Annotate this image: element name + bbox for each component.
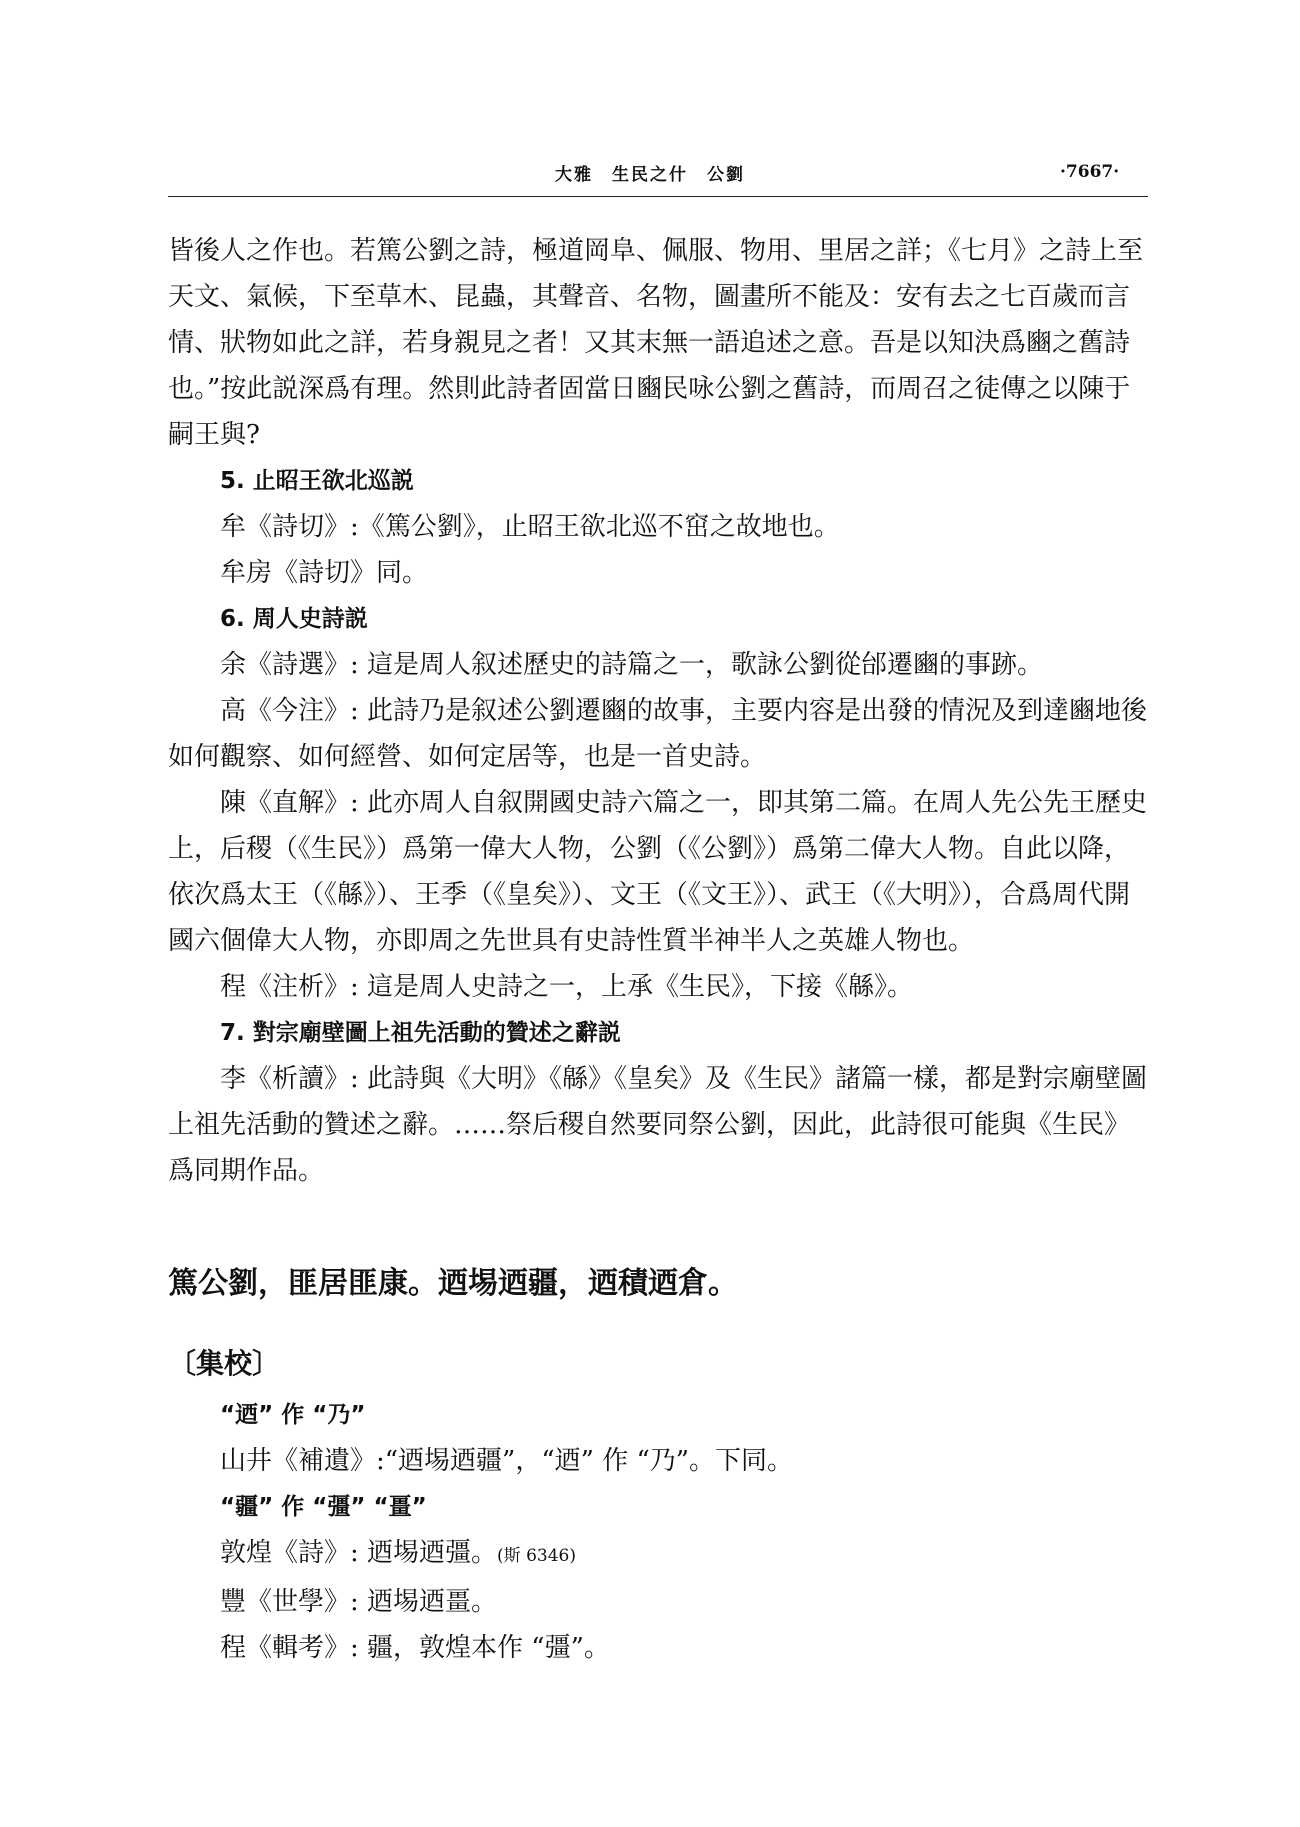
jijiao-heading: 〔集校〕 [168,1347,281,1380]
section-7-title: 7. 對宗廟壁圖上祖先活動的贊述之辭説 [220,1020,621,1046]
page-number: ·7667· [1060,162,1120,182]
variant-1-para-1: 山井《補遺》:“迺埸迺疆”，“迺” 作 “乃”。下同。 [220,1446,794,1476]
verse-line: 篤公劉，匪居匪康。迺埸迺疆，迺積迺倉。 [168,1266,738,1301]
section-6-para-1: 余《詩選》: 這是周人叙述歷史的詩篇之一，歌詠公劉從邰遷豳的事跡。 [220,650,1044,680]
variant-1-heading: “迺” 作 “乃” [220,1402,366,1428]
variant-2-heading: “疆” 作 “彊” “畺” [220,1494,427,1520]
variant-2-para-1 [168,1530,1153,1579]
section-5-title: 5. 止昭王欲北巡説 [220,468,414,494]
header-rule [168,196,1148,197]
section-5-para-2: 牟房《詩切》同。 [220,558,429,588]
variant-2-para-1-text: 敦煌《詩》: 迺埸迺彊。 [220,1538,498,1568]
page-body [168,228,1153,1671]
variant-2-para-3: 程《輯考》: 疆，敦煌本作 “彊”。 [220,1633,610,1663]
paragraph-continuation: 皆後人之作也。若篤公劉之詩，極道岡阜、佩服、物用、里居之詳；《七月》之詩上至天文、氣候，下至草木、昆蟲，其聲音、名物，圖畫所不能及：安有去之七百歲而言情、狀物如此之詳，若身親見之者！又其末無一語追述之意。吾是以知決爲豳之舊詩也。”按此説深爲有理。然則此詩者固當日豳民咏公劉之舊詩，而周召之徒傳之以陳于嗣王與? [168,236,1144,450]
section-6-para-3: 陳《直解》: 此亦周人自叙開國史詩六篇之一，即其第二篇。在周人先公先王歷史上，后稷（《生民》）爲第一偉大人物，公劉（《公劉》）爲第二偉大人物。自此以降，依次爲太王（《緜》）、王季（《皇矣》）、文王（《文王》）、武王（《大明》），合爲周代開國六個偉大人物，亦即周之先世具有史詩性質半神半人之英雄人物也。 [168,788,1148,956]
section-6-para-2: 高《今注》: 此詩乃是叙述公劉遷豳的故事，主要内容是出發的情況及到達豳地後如何觀察、如何經營、如何定居等，也是一首史詩。 [168,696,1148,772]
variant-2-para-2: 豐《世學》: 迺埸迺畺。 [220,1587,498,1617]
running-title: 大雅 生民之什 公劉 [555,165,745,185]
section-6-para-4: 程《注析》: 這是周人史詩之一，上承《生民》，下接《緜》。 [220,972,914,1002]
section-6-title: 6. 周人史詩説 [220,606,368,632]
section-5-para-1: 牟《詩切》:《篤公劉》，止昭王欲北巡不窋之故地也。 [220,512,840,542]
manuscript-note: (斯 6346) [497,1546,576,1566]
section-7-para-1: 李《析讀》: 此詩與《大明》《緜》《皇矣》及《生民》諸篇一樣，都是對宗廟壁圖上祖先活動的贊述之辭。……祭后稷自然要同祭公劉，因此，此詩很可能與《生民》爲同期作品。 [168,1064,1148,1186]
